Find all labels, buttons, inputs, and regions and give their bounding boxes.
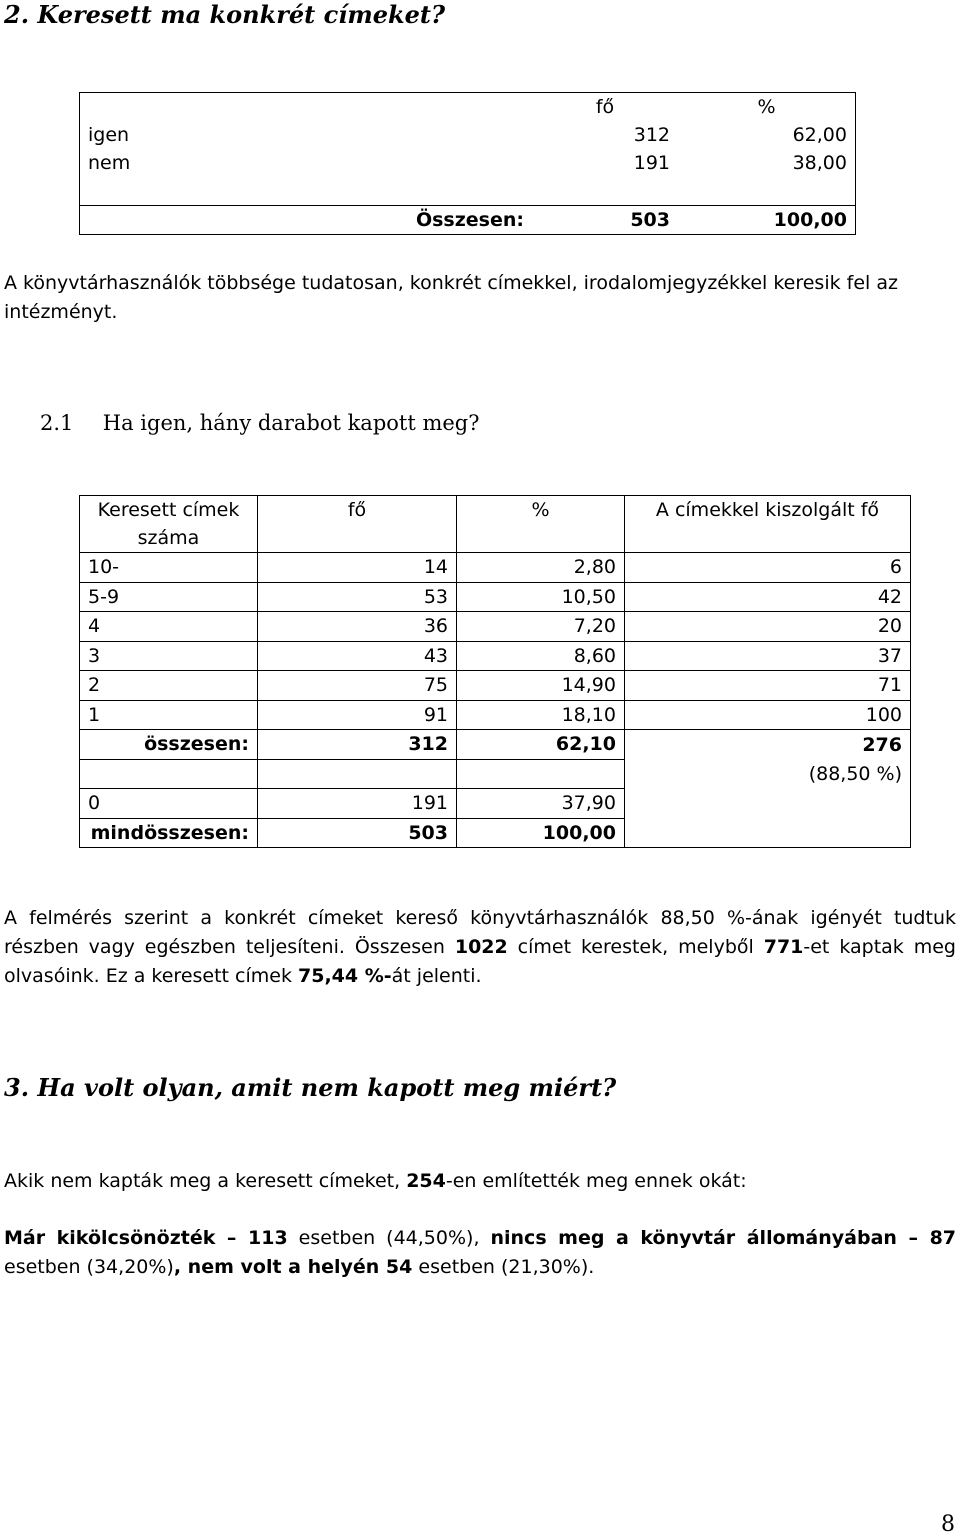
row-titles: 5-9 — [80, 582, 258, 612]
row-served: 20 — [625, 612, 911, 642]
table-row — [80, 671, 911, 701]
text-run: címet kerestek, melyből — [507, 936, 764, 958]
table-header-row — [80, 93, 856, 122]
table-row — [80, 553, 911, 583]
row-fo: 191 — [633, 152, 670, 174]
row-fo: 53 — [258, 582, 457, 612]
subtotal-served-note: (88,50 %) — [625, 759, 911, 789]
row-pct: 18,10 — [457, 700, 625, 730]
grand-total-fo: 503 — [258, 818, 457, 848]
row-served: 6 — [625, 553, 911, 583]
row-pct: 38,00 — [678, 149, 856, 177]
table-row — [80, 612, 911, 642]
text-run: -et kaptak meg olvasóink. Ez a keresett címek — [4, 936, 956, 987]
row-titles: 10- — [80, 553, 258, 583]
text-run: -en említették meg ennek okát: — [445, 1170, 747, 1192]
row-fo: 36 — [258, 612, 457, 642]
text-run: esetben (44,50%), — [287, 1227, 491, 1249]
text-run: esetben (34,20%) — [4, 1256, 174, 1278]
subtotal-pct: 62,10 — [457, 730, 625, 760]
bold-run: 771 — [763, 936, 804, 958]
table-spacer-row — [80, 177, 856, 206]
bold-run: nincs meg a könyvtár állományában – 87 — [490, 1227, 957, 1249]
row-titles: 4 — [80, 612, 258, 642]
header-pct: % — [678, 93, 856, 122]
subtotal-label: összesen: — [80, 730, 258, 760]
section-3-paragraph-1 — [4, 1167, 956, 1196]
row-titles: 1 — [80, 700, 258, 730]
page-number: 8 — [941, 1512, 955, 1537]
section-number: 2.1 — [40, 411, 74, 435]
row-fo: 312 — [633, 124, 670, 146]
table-subtotal-row — [80, 730, 911, 760]
total-label: Összesen: — [80, 206, 533, 235]
table-searched-titles — [79, 92, 856, 235]
total-fo: 503 — [532, 206, 678, 235]
table-row — [80, 700, 911, 730]
row-fo: 191 — [258, 789, 457, 819]
bold-run: 75,44 %- — [298, 965, 392, 987]
table-titles-received — [79, 495, 911, 848]
row-served: 42 — [625, 582, 911, 612]
table-total-row — [80, 206, 856, 235]
text-run: esetben (21,30%). — [412, 1256, 595, 1278]
text-run: A felmérés szerint a konkrét címeket kereső könyvtárhasználók 88,50 %-ának igényét tudtuk részben vagy egészben teljesíteni. Összesen — [4, 907, 956, 958]
row-pct: 8,60 — [457, 641, 625, 671]
table-row — [80, 641, 911, 671]
row-served: 71 — [625, 671, 911, 701]
text-run: át jelenti. — [391, 965, 482, 987]
section-2-1-paragraph — [4, 904, 956, 991]
section-2-heading: 2. Keresett ma konkrét címeket? — [4, 0, 446, 29]
row-label: igen — [80, 121, 533, 149]
table-header-row — [80, 496, 911, 553]
row-pct: 62,00 — [678, 121, 856, 149]
row-pct: 37,90 — [457, 789, 625, 819]
row-served: 37 — [625, 641, 911, 671]
table-grand-total-row — [80, 818, 911, 848]
row-fo: 43 — [258, 641, 457, 671]
section-title: Ha igen, hány darabot kapott meg? — [102, 411, 480, 435]
row-served: 100 — [625, 700, 911, 730]
subtotal-served: 276 — [625, 730, 911, 760]
section-2-1-heading — [40, 411, 480, 435]
row-pct: 10,50 — [457, 582, 625, 612]
bold-run: 254 — [406, 1170, 446, 1192]
header-pct: % — [457, 496, 625, 553]
row-titles: 0 — [80, 789, 258, 819]
section-2-paragraph: A könyvtárhasználók többsége tudatosan, konkrét címekkel, irodalomjegyzékkel keresik fel az intézményt. — [4, 272, 898, 323]
row-titles: 2 — [80, 671, 258, 701]
total-pct: 100,00 — [678, 206, 856, 235]
header-fo: fő — [258, 496, 457, 553]
section-3-heading: 3. Ha volt olyan, amit nem kapott meg miért? — [4, 1073, 617, 1102]
row-fo: 91 — [258, 700, 457, 730]
section-3-paragraph-2 — [4, 1224, 956, 1282]
header-titles: Keresett címek száma — [80, 496, 258, 553]
grand-total-pct: 100,00 — [457, 818, 625, 848]
subtotal-fo: 312 — [258, 730, 457, 760]
bold-run: 1022 — [454, 936, 508, 958]
row-fo: 14 — [258, 553, 457, 583]
row-titles: 3 — [80, 641, 258, 671]
header-fo: fő — [532, 93, 678, 122]
row-fo: 75 — [258, 671, 457, 701]
table-row — [80, 789, 911, 819]
header-served: A címekkel kiszolgált fő — [625, 496, 911, 553]
row-pct: 14,90 — [457, 671, 625, 701]
text-run: Akik nem kapták meg a keresett címeket, — [4, 1170, 407, 1192]
row-pct: 2,80 — [457, 553, 625, 583]
table-row — [80, 582, 911, 612]
table-spacer-row — [80, 759, 911, 789]
bold-run: Már kikölcsönözték – 113 — [4, 1227, 288, 1249]
row-label: nem — [80, 149, 533, 177]
table-row — [80, 149, 856, 177]
table-row — [80, 121, 856, 149]
grand-total-label: mindösszesen: — [80, 818, 258, 848]
row-pct: 7,20 — [457, 612, 625, 642]
bold-run: , nem volt a helyén 54 — [173, 1256, 413, 1278]
